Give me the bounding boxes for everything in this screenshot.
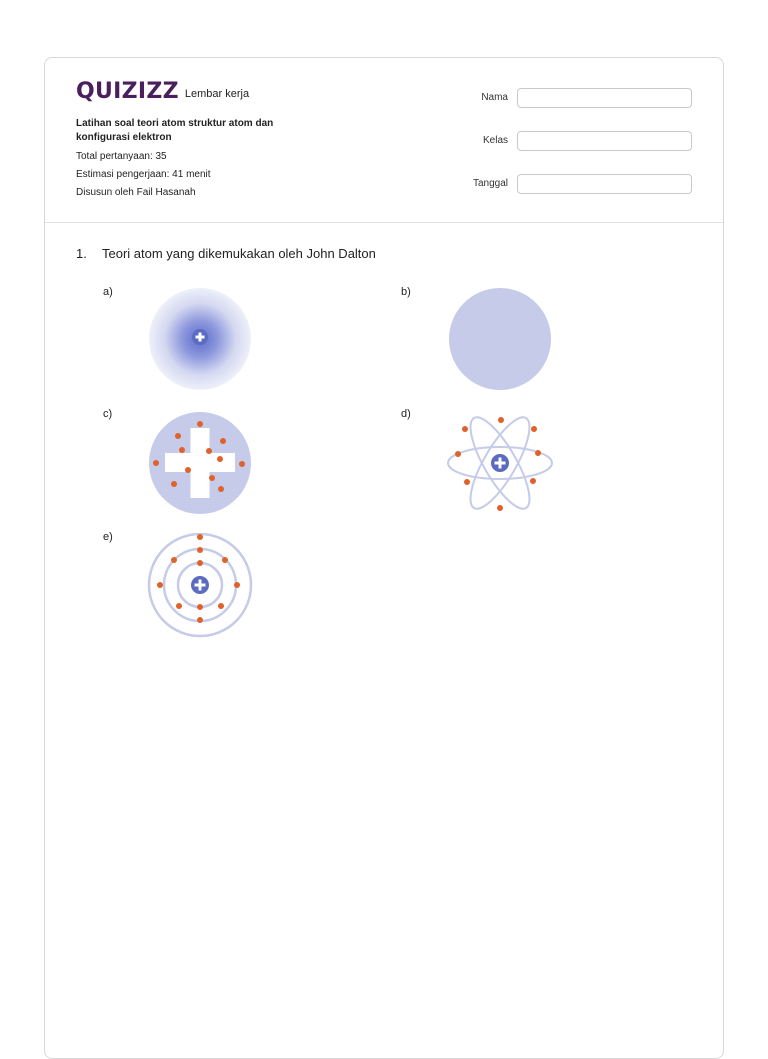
question-number: 1. bbox=[76, 246, 87, 261]
solid-sphere-model-icon[interactable] bbox=[445, 284, 555, 394]
rutherford-orbit-model-icon[interactable] bbox=[445, 408, 555, 518]
worksheet-subtitle: Lembar kerja bbox=[184, 88, 250, 100]
electron-cloud-model-icon[interactable] bbox=[145, 284, 255, 394]
class-field[interactable] bbox=[517, 131, 692, 151]
question-1 bbox=[76, 246, 376, 261]
quizizz-logo: QUIZIZZ bbox=[76, 79, 179, 104]
option-e-letter: e) bbox=[103, 531, 113, 543]
name-label: Nama bbox=[481, 92, 508, 103]
worksheet-page bbox=[44, 57, 724, 1059]
date-field[interactable] bbox=[517, 174, 692, 194]
bohr-shell-model-icon[interactable] bbox=[145, 533, 255, 643]
question-text: Teori atom yang dikemukakan oleh John Dalton bbox=[102, 246, 376, 261]
estimated-time: Estimasi pengerjaan: 41 menit bbox=[76, 169, 211, 180]
option-a-letter: a) bbox=[103, 286, 113, 298]
name-field[interactable] bbox=[517, 88, 692, 108]
option-c-letter: c) bbox=[103, 408, 113, 420]
class-label: Kelas bbox=[482, 135, 508, 146]
author: Disusun oleh Fail Hasanah bbox=[76, 187, 196, 198]
worksheet-header bbox=[45, 58, 723, 223]
total-questions: Total pertanyaan: 35 bbox=[76, 151, 167, 162]
option-d-letter: d) bbox=[401, 408, 411, 420]
plum-pudding-model-icon[interactable] bbox=[145, 408, 255, 518]
date-label: Tanggal bbox=[472, 178, 508, 189]
worksheet-title: Latihan soal teori atom struktur atom dan konfigurasi elektron bbox=[76, 118, 274, 143]
option-b-letter: b) bbox=[401, 286, 411, 298]
brand bbox=[76, 80, 249, 104]
